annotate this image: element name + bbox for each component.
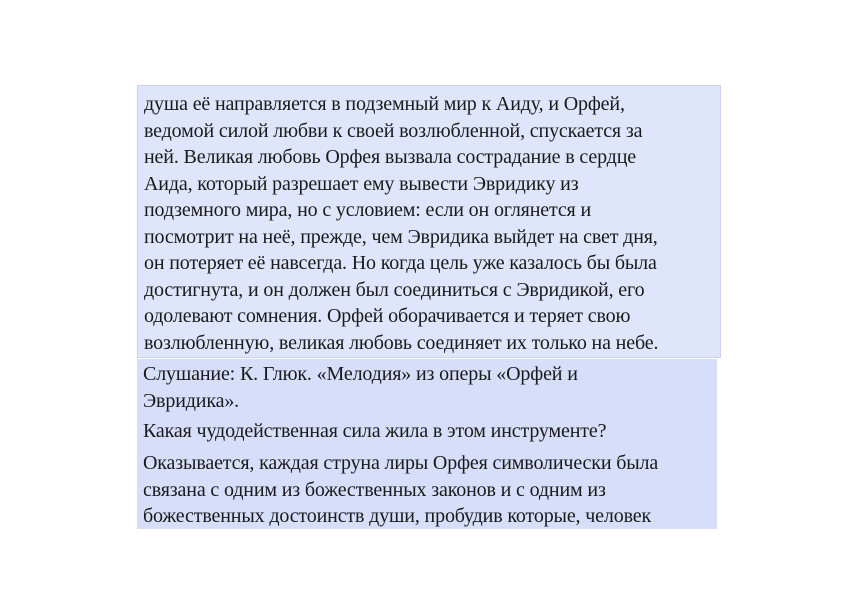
- text-line: он потеряет её навсегда. Но когда цель уже казалось бы была: [144, 252, 657, 274]
- text-line: достигнута, и он должен был соединиться с Эвридикой, его: [144, 278, 645, 301]
- text-line: возлюбленную, великая любовь соединяет их только на небе.: [144, 331, 659, 354]
- text-line: божественных достоинств души, пробудив которые, человек: [143, 505, 652, 527]
- text-line: подземного мира, но с условием: если он оглянется и: [144, 199, 591, 221]
- story-text-block: [137, 85, 721, 358]
- text-line: одолевают сомнения. Орфей оборачивается и теряет свою: [144, 305, 631, 327]
- text-line: ведомой силой любви к своей возлюбленной, спускается за: [144, 119, 643, 142]
- answer-paragraph: [143, 450, 717, 530]
- question-paragraph: [143, 418, 717, 445]
- story-paragraph: [144, 91, 718, 356]
- text-line: Эвридика».: [143, 389, 240, 412]
- text-line: связана с одним из божественных законов и с одним из: [143, 478, 606, 501]
- listening-text-block: [137, 359, 717, 529]
- text-line: душа её направляется в подземный мир к Аиду, и Орфей,: [144, 93, 625, 115]
- text-line: Слушание: К. Глюк. «Мелодия» из оперы «Орфей и: [143, 363, 578, 385]
- text-line: Аида, который разрешает ему вывести Эвридику из: [144, 172, 579, 195]
- text-line: Какая чудодейственная сила жила в этом инструменте?: [143, 420, 607, 442]
- listening-paragraph: [143, 361, 717, 414]
- text-line: посмотрит на неё, прежде, чем Эвридика выйдет на свет дня,: [144, 225, 658, 248]
- text-line: ней. Великая любовь Орфея вызвала сострадание в сердце: [144, 146, 636, 168]
- text-line: Оказывается, каждая струна лиры Орфея символически была: [143, 452, 659, 474]
